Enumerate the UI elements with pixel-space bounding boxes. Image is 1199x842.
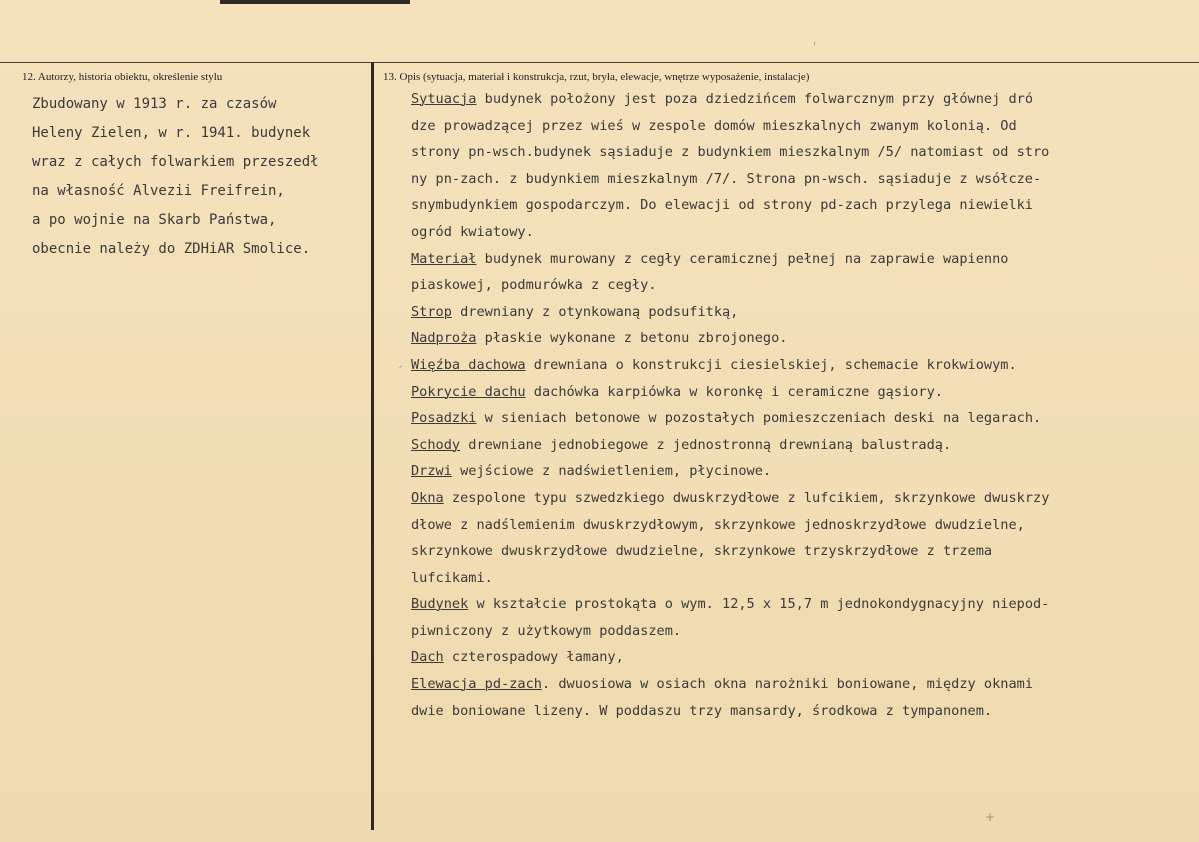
- description-text: w kształcie prostokąta o wym. 12,5 x 15,7 m jednokondygnacyjny niepod-: [468, 596, 1050, 613]
- header-rule: [0, 62, 1199, 63]
- description-text: dwie boniowane lizeny. W poddaszu trzy mansardy, środkowa z tympanonem.: [411, 702, 993, 719]
- description-term: Sytuacja: [411, 91, 477, 107]
- description-line: [411, 485, 1196, 512]
- description-line: [411, 698, 1196, 725]
- description-term: Schody: [411, 436, 461, 453]
- description-text: płaskie wykonane z betonu zbrojonego.: [476, 330, 788, 347]
- description-term: Drzwi: [411, 463, 452, 480]
- description-line: [411, 379, 1196, 406]
- description-line: [411, 166, 1196, 193]
- description-text: budynek murowany z cegły ceramicznej pełnej na zaprawie wapienno: [476, 250, 1009, 267]
- description-text: czterospadowy łamany,: [443, 649, 624, 666]
- description-line: [411, 219, 1196, 246]
- description-line: [411, 352, 1196, 379]
- description-text: wejściowe z nadświetleniem, płycinowe.: [451, 463, 772, 480]
- column-divider: [371, 62, 374, 830]
- description-term: Pokrycie dachu: [411, 383, 526, 400]
- history-line: a po wojnie na Skarb Państwa,: [32, 212, 277, 228]
- description-line: [411, 139, 1196, 166]
- history-line: wraz z całych folwarkiem przeszedł: [32, 154, 319, 170]
- description-text: ogród kwiatowy.: [411, 223, 534, 240]
- history-line: obecnie należy do ZDHiAR Smolice.: [32, 241, 311, 257]
- description-line: [411, 565, 1196, 592]
- description-text: dze prowadzącej przez wieś w zespole domów mieszkalnych zwanym kolonią. Od: [411, 117, 1017, 134]
- description-line: [411, 512, 1196, 539]
- description-line: [411, 618, 1196, 645]
- description-line: [411, 86, 1196, 113]
- description-line: [411, 432, 1196, 459]
- description-text: drewniany z otynkowaną podsufitką,: [451, 303, 739, 320]
- description-line: [411, 246, 1196, 273]
- description-line: [411, 299, 1196, 326]
- description-term: Materiał: [411, 250, 477, 267]
- description-text: strony pn-wsch.budynek sąsiaduje z budynkiem mieszkalnym /5/ natomiast od stro: [411, 144, 1050, 161]
- section-13-heading: 13. Opis (sytuacja, materiał i konstrukcja, rzut, bryła, elewacje, wnętrze wyposażenie, instalacje): [383, 71, 810, 83]
- description-text: w sieniach betonowe w pozostałych pomieszczeniach deski na legarach.: [476, 410, 1042, 427]
- description-text: . dwuosiowa w osiach okna narożniki boniowane, między oknami: [541, 676, 1034, 693]
- description-text: ny pn-zach. z budynkiem mieszkalnym /7/. Strona pn-wsch. sąsiaduje z wsółcze-: [411, 170, 1042, 187]
- description-line: [411, 325, 1196, 352]
- description-term: Elewacja pd-zach: [411, 676, 542, 693]
- description-text: dachówka karpiówka w koronkę i ceramiczne gąsiory.: [525, 383, 943, 400]
- description-text: drewniane jednobiegowe z jednostronną drewnianą balustradą.: [460, 436, 952, 453]
- description-term: Strop: [411, 303, 452, 320]
- description-line: [411, 538, 1196, 565]
- description-text-block: [411, 86, 1196, 724]
- description-text: snymbudynkiem gospodarczym. Do elewacji od strony pd-zach przylega niewielki: [411, 197, 1033, 214]
- paper-speck: +: [985, 810, 996, 824]
- description-text: dłowe z nadślemienim dwuskrzydłowym, skrzynkowe jednoskrzydłowe dwudzielne,: [411, 516, 1025, 533]
- description-line: [411, 405, 1196, 432]
- description-line: [411, 591, 1196, 618]
- description-line: [411, 272, 1196, 299]
- description-text: budynek położony jest poza dziedzińcem folwarcznym przy głównej drό: [476, 91, 1034, 107]
- pencil-tick-mark: ˏ: [397, 354, 403, 368]
- description-term: Więźba dachowa: [411, 356, 526, 373]
- history-line: Zbudowany w 1913 r. za czasów: [32, 96, 277, 112]
- description-line: [411, 192, 1196, 219]
- description-text: skrzynkowe dwuskrzydłowe dwudzielne, skrzynkowe trzyskrzydłowe z trzema: [411, 543, 993, 560]
- description-line: [411, 458, 1196, 485]
- description-line: [411, 113, 1196, 140]
- history-line: Heleny Zielen, w r. 1941. budynek: [32, 125, 311, 141]
- description-term: Okna: [411, 489, 444, 506]
- description-line: [411, 671, 1196, 698]
- description-term: Nadproża: [411, 330, 477, 347]
- paper-speck: ˈ: [813, 40, 817, 54]
- description-term: Dach: [411, 649, 444, 666]
- description-text: zespolone typu szwedzkiego dwuskrzydłowe z lufcikiem, skrzynkowe dwuskrzy: [443, 489, 1050, 506]
- history-text-block: [32, 90, 362, 264]
- top-edge-tab: [220, 0, 410, 4]
- description-term: Posadzki: [411, 410, 477, 427]
- description-text: drewniana o konstrukcji ciesielskiej, schemacie krokwiowym.: [525, 356, 1017, 373]
- description-line: [411, 644, 1196, 671]
- description-text: piwniczony z użytkowym poddaszem.: [411, 622, 682, 639]
- history-line: na własność Alvezii Freifrein,: [32, 183, 285, 199]
- section-12-heading: 12. Autorzy, historia obiektu, określenie stylu: [22, 71, 223, 83]
- description-text: lufcikami.: [411, 569, 493, 586]
- description-text: piaskowej, podmurówka z cegły.: [411, 277, 657, 294]
- description-term: Budynek: [411, 596, 469, 613]
